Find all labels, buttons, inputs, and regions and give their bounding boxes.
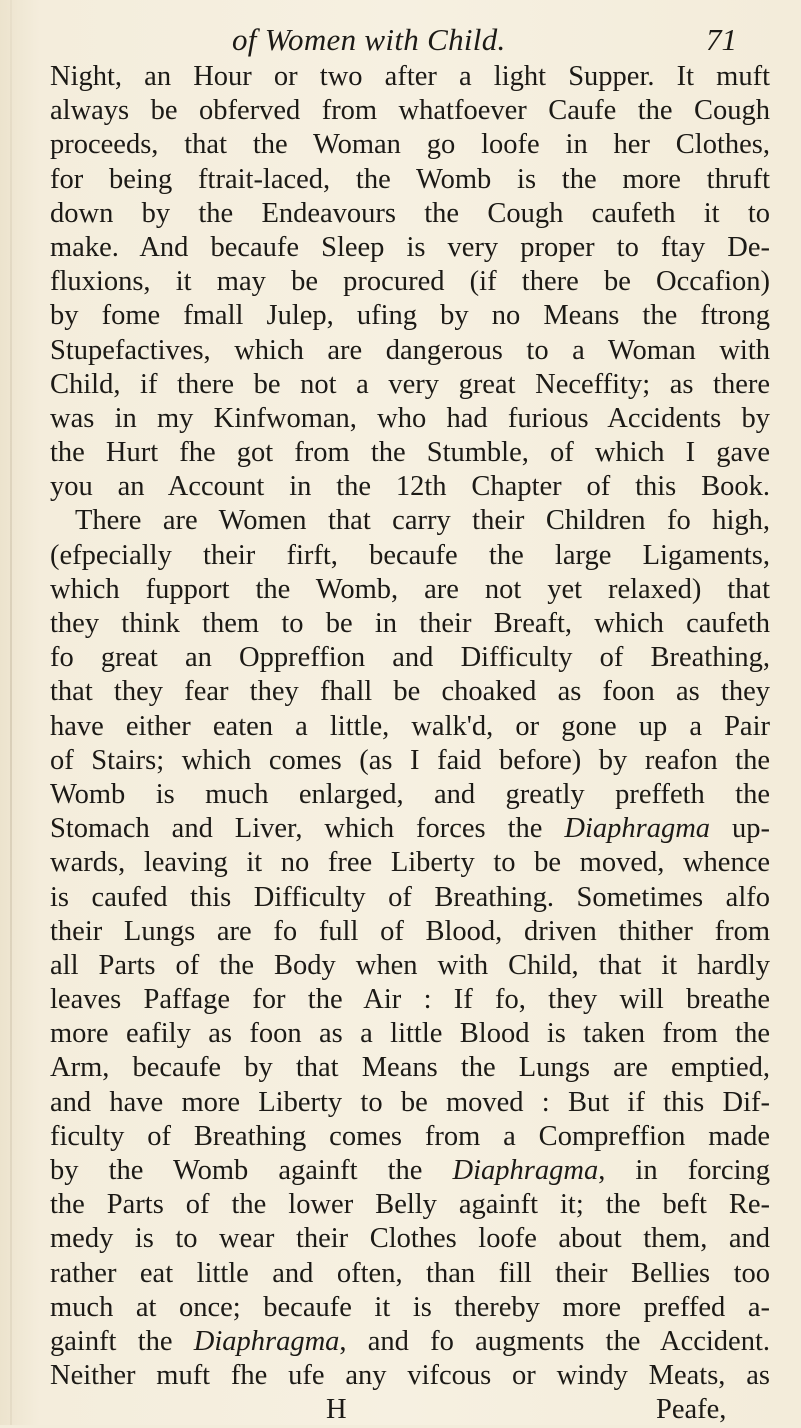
text-line: [50, 334, 770, 368]
text-segment: the Hurt fhe got from the Stumble, of which I gave: [50, 437, 770, 469]
text-segment: make. And becaufe Sleep is very proper to ftay De-: [50, 231, 770, 263]
text-segment: they think them to be in their Breaft, which caufeth: [50, 608, 770, 639]
text-segment: down by the Endeavours the Cough caufeth it to: [50, 197, 770, 229]
text-segment: up-: [710, 813, 770, 845]
running-title: of Women with Child.: [232, 22, 506, 57]
text-line: [50, 1291, 770, 1325]
text-segment: their Lungs are fo full of Blood, driven thither from: [50, 915, 770, 947]
catch-row: [50, 1393, 770, 1427]
text-segment: much at once; becaufe it is thereby more preffed a-: [50, 1291, 770, 1323]
text-segment: by fome fmall Julep, ufing by no Means the ftrong: [50, 300, 770, 332]
text-line: [50, 675, 770, 709]
text-line: [50, 607, 770, 641]
binding-gutter: [10, 0, 12, 1425]
text-segment: have either eaten a little, walk'd, or gone up a Pair: [50, 710, 770, 742]
text-line: [50, 1051, 770, 1085]
text-line: [50, 778, 770, 812]
text-line: [50, 60, 770, 94]
text-segment: rather eat little and often, than fill their Bellies too: [50, 1257, 770, 1289]
page-number: 71: [706, 22, 737, 57]
signature-mark: H: [326, 1394, 347, 1426]
text-line: [50, 710, 770, 744]
text-line: [50, 539, 770, 573]
italic-term: Diaphragma: [193, 1325, 340, 1357]
text-segment: leaves Paffage for the Air : If fo, they will breathe: [50, 984, 770, 1016]
text-segment: Stomach and Liver, which forces the: [50, 813, 565, 845]
text-line: [50, 744, 770, 778]
text-line: [50, 983, 770, 1017]
text-line: [50, 1154, 770, 1188]
text-segment: ficulty of Breathing comes from a Compreffion made: [50, 1120, 770, 1152]
text-line: [50, 299, 770, 333]
text-line: [50, 368, 770, 402]
text-line: [50, 573, 770, 607]
text-segment: Arm, becaufe by that Means the Lungs are emptied,: [50, 1052, 770, 1084]
text-segment: the Parts of the lower Belly againft it; the beft Re-: [50, 1189, 770, 1221]
text-line: [50, 846, 770, 880]
text-segment: of Stairs; which comes (as I faid before) by reafon the: [50, 744, 770, 776]
text-line: [50, 231, 770, 265]
text-segment: Womb is much enlarged, and greatly preffeth the: [50, 778, 770, 810]
text-segment: fo great an Oppreffion and Difficulty of Breathing,: [50, 642, 770, 674]
running-head: [0, 14, 801, 64]
text-segment: was in my Kinfwoman, who had furious Accidents by: [50, 402, 770, 434]
text-line: [50, 197, 770, 231]
text-line: [50, 949, 770, 983]
text-line: [50, 470, 770, 504]
text-line: [50, 915, 770, 949]
text-segment: you an Account in the 12th Chapter of this Book.: [50, 471, 770, 503]
text-line: [50, 402, 770, 436]
text-segment: is caufed this Difficulty of Breathing. Sometimes alfo: [50, 881, 770, 913]
text-segment: Night, an Hour or two after a light Supper. It muft: [50, 61, 770, 92]
text-line: [50, 1325, 770, 1359]
text-line: [50, 94, 770, 128]
text-line: [50, 1257, 770, 1291]
text-segment: that they fear they fhall be choaked as foon as they: [50, 676, 770, 708]
text-line: [50, 128, 770, 162]
text-segment: wards, leaving it no free Liberty to be moved, whence: [50, 847, 770, 879]
text-line: [50, 436, 770, 470]
text-segment: all Parts of the Body when with Child, that it hardly: [50, 949, 770, 981]
text-line: [50, 1120, 770, 1154]
text-segment: gainft the: [50, 1325, 194, 1357]
text-line: [50, 504, 770, 538]
text-segment: and have more Liberty to be moved : But if this Dif-: [50, 1086, 770, 1118]
text-line: [50, 1188, 770, 1222]
text-segment: which fupport the Womb, are not yet relaxed) that: [50, 573, 770, 605]
text-segment: , and fo augments the Accident.: [339, 1325, 770, 1357]
text-segment: Stupefactives, which are dangerous to a Woman with: [50, 334, 770, 366]
text-segment: always be obferved from whatfoever Caufe the Cough: [50, 95, 770, 127]
text-segment: There are Women that carry their Children fo high,: [75, 505, 770, 537]
text-segment: by the Womb againft the: [50, 1155, 453, 1186]
text-line: [50, 812, 770, 846]
text-line: [50, 163, 770, 197]
text-segment: fluxions, it may be procured (if there be Occafion): [50, 266, 770, 298]
body-text: [50, 60, 770, 1428]
text-line: [50, 881, 770, 915]
text-line: [50, 1359, 770, 1393]
italic-term: Diaphragma: [564, 813, 711, 845]
italic-term: Diaphragma: [452, 1155, 599, 1186]
text-segment: Neither muft fhe ufe any vifcous or windy Meats, as: [50, 1360, 770, 1392]
text-segment: , in forcing: [598, 1155, 770, 1186]
text-segment: medy is to wear their Clothes loofe about them, and: [50, 1223, 770, 1255]
text-line: [50, 641, 770, 675]
text-line: [50, 265, 770, 299]
text-line: [50, 1086, 770, 1120]
text-segment: (efpecially their firft, becaufe the large Ligaments,: [50, 539, 770, 571]
text-line: [50, 1222, 770, 1256]
text-line: [50, 1017, 770, 1051]
text-segment: more eafily as foon as a little Blood is taken from the: [50, 1018, 770, 1050]
text-segment: for being ftrait-laced, the Womb is the more thruft: [50, 163, 770, 195]
text-segment: proceeds, that the Woman go loofe in her Clothes,: [50, 129, 770, 161]
text-segment: Child, if there be not a very great Neceffity; as there: [50, 368, 770, 400]
catchword: Peafe,: [656, 1394, 727, 1426]
